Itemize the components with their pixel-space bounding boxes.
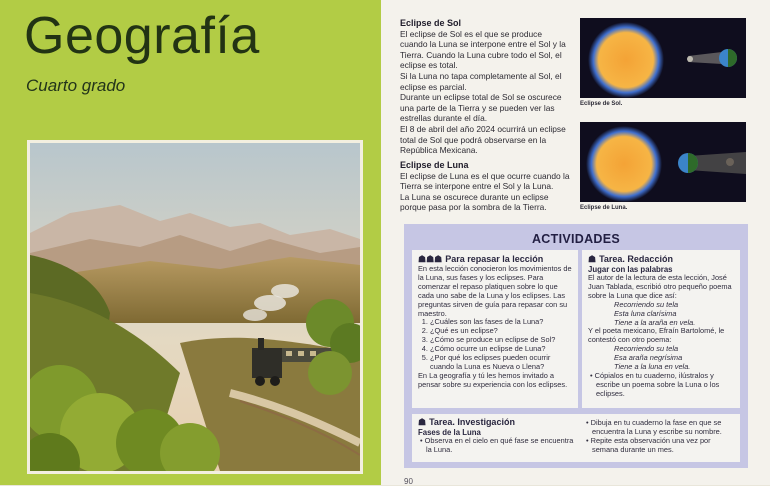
eclipse-sol-paragraph-3: Durante un eclipse total de Sol se oscurece una parte de la Tierra y se pueden ver las estrellas durante el día. (400, 92, 562, 124)
repasar-outro: En La geografía y tú les hemos invitado a pensar sobre su experiencia con los eclipses. (418, 370, 568, 389)
eclipse-sol-figure (580, 18, 746, 98)
cover-painting (27, 140, 363, 474)
poem-1-line: Esta luna clarísima (614, 308, 677, 318)
repasar-question-list (418, 318, 572, 371)
actividades-panel (404, 224, 748, 468)
repasar-question: 4. ¿Cómo ocurre un eclipse de Luna? (430, 345, 572, 354)
poem-2-line: Esa araña negrísima (614, 353, 683, 363)
investigacion-subtitle: Fases de la Luna (418, 428, 481, 437)
redaccion-text-2: Y el poeta mexicano, Efraín Bartolomé, le contestó con otro poema: (588, 326, 725, 345)
person-icon: ☗ (418, 417, 427, 427)
investigacion-bullet: • Observa en el cielo en qué fase se encuentra la Luna. (420, 436, 574, 454)
investigacion-bullet-text: Observa en el cielo en qué fase se encuentra la Luna. (424, 436, 574, 454)
eclipse-luna-figure (580, 122, 746, 202)
investigacion-title: Tarea. Investigación (429, 417, 515, 427)
landscape-train-painting (30, 143, 360, 471)
repasar-box (412, 250, 578, 408)
cover-title: Geografía (24, 7, 260, 65)
eclipse-luna-paragraph-2: La Luna se oscurece durante un eclipse porque pasa por la sombra de la Tierra. (400, 191, 549, 213)
eclipse-luna-illustration (580, 122, 746, 202)
investigacion-heading (418, 417, 578, 428)
eclipse-sol-paragraph-4: El 8 de abril del año 2024 ocurrirá un eclipse total de Sol que podrá observarse en la República Mexicana. (400, 123, 566, 156)
person-icon: ☗ (588, 254, 597, 264)
repasar-question: 2. ¿Qué es un eclipse? (430, 327, 572, 336)
eclipse-sol-section (400, 18, 570, 156)
redaccion-subtitle: Jugar con las palabras (588, 265, 673, 274)
eclipse-sol-illustration (580, 18, 746, 98)
page-number: 90 (404, 477, 413, 486)
eclipse-luna-heading: Eclipse de Luna (400, 160, 469, 170)
investigacion-left (418, 417, 578, 455)
investigacion-box (412, 414, 740, 462)
repasar-question: 5. ¿Por qué los eclipses pueden ocurrir cuando la Luna es Nueva o Llena? (430, 354, 572, 372)
investigacion-right (584, 419, 734, 455)
eclipse-sol-paragraph-1: El eclipse de Sol es el que se produce cuando la Luna se interpone entre el Sol y la Tierra. Cuando la Luna cubre todo el Sol, el eclipse es total. (400, 28, 566, 71)
group-people-icon: ☗☗☗ (418, 254, 443, 264)
redaccion-heading (588, 254, 734, 265)
eclipse-sol-paragraph-2: Si la Luna no tapa completamente al Sol, el eclipse es parcial. (400, 70, 562, 92)
cover-subtitle: Cuarto grado (26, 76, 126, 95)
repasar-title: Para repasar la lección (445, 254, 544, 264)
repasar-question: 1. ¿Cuáles son las fases de la Luna? (430, 318, 572, 327)
actividades-title: ACTIVIDADES (531, 232, 621, 246)
redaccion-title: Tarea. Redacción (599, 254, 673, 264)
eclipse-luna-section (400, 160, 570, 213)
redaccion-bullet: • Cópialos en tu cuaderno, ilústralos y escribe un poema sobre la Luna o los eclipses. (590, 370, 720, 398)
book-cover (0, 0, 381, 485)
eclipse-luna-paragraph-1: El eclipse de Luna es el que ocurre cuando la Tierra se interpone entre el Sol y la Luna. (400, 170, 570, 192)
eclipse-sol-heading: Eclipse de Sol (400, 18, 462, 28)
investigacion-bullet: • Dibuja en tu cuaderno la fase en que se encuentra la Luna y escribe su nombre. (586, 418, 722, 436)
eclipse-luna-caption: Eclipse de Luna. (580, 205, 628, 211)
repasar-question: 3. ¿Cómo se produce un eclipse de Sol? (430, 336, 572, 345)
poem-2-line: Tiene a la luna en vela. (614, 362, 691, 372)
poem-2-line: Recorriendo su tela (614, 344, 679, 354)
poem-1-line: Tiene a la araña en vela. (614, 317, 696, 327)
redaccion-text-1: El autor de la lectura de esta lección, José Juan Tablada, escribió otro pequeño poema sobre la Luna que dice así: (588, 273, 732, 300)
investigacion-bullet: • Repite esta observación una vez por semana durante un mes. (586, 435, 711, 454)
eclipse-sol-caption: Eclipse de Sol. (580, 101, 623, 107)
redaccion-box (582, 250, 740, 408)
repasar-intro: En esta lección conocieron los movimientos de la Luna, sus fases y los eclipses. Para comenzar el repaso platiquen sobre lo que cada uno sabe de la Luna y los eclipses. Las preguntas sirven de guía para repasar con su maestro. (418, 264, 572, 318)
poem-1-line: Recorriendo su tela (614, 299, 679, 309)
investigacion-bullet-text: Dibuja en tu cuaderno la fase en que se encuentra la Luna y escribe su nombre. (590, 418, 722, 436)
redaccion-bullet-text: Cópialos en tu cuaderno, ilústralos y escribe un poema sobre la Luna o los eclipses. (594, 370, 720, 398)
investigacion-bullet-text: Repite esta observación una vez por semana durante un mes. (590, 435, 711, 454)
